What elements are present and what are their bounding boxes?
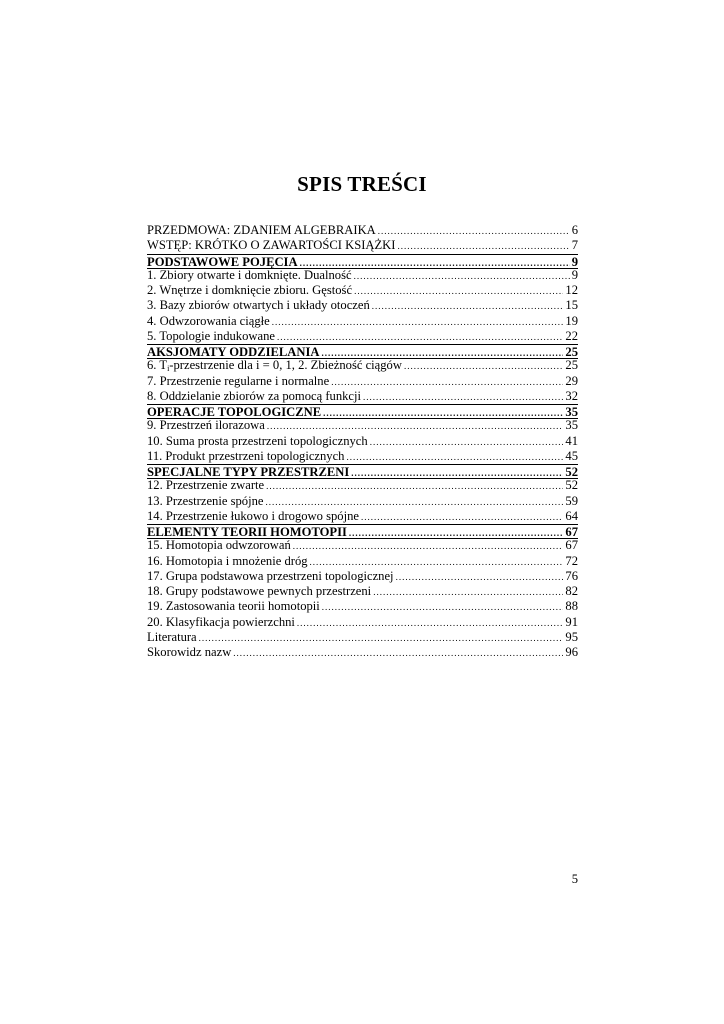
- toc-leader-dots: [373, 585, 563, 600]
- toc-leader-dots: [354, 269, 570, 284]
- toc-entry: [147, 538, 578, 553]
- toc-entry-label: 12. Przestrzenie zwarte: [147, 478, 265, 493]
- toc-entry: [147, 329, 578, 344]
- toc-leader-dots: [404, 359, 563, 374]
- toc-entry-label: 13. Przestrzenie spójne: [147, 493, 264, 508]
- toc-entry-page: 95: [565, 629, 578, 644]
- toc-entry: [147, 569, 578, 584]
- toc-entry-page: 72: [565, 553, 578, 568]
- toc-entry-page: 6: [571, 223, 578, 237]
- toc-section-heading: [147, 524, 578, 539]
- toc-entry-page: 25: [565, 358, 578, 373]
- toc-entry-label: 10. Suma prosta przestrzeni topologicznych: [147, 433, 368, 448]
- toc-entry-page: 76: [565, 568, 578, 583]
- toc-leader-dots: [378, 224, 570, 239]
- toc-entry: [147, 449, 578, 464]
- toc-entry: [147, 283, 578, 298]
- toc-entry-page: 35: [565, 405, 578, 419]
- toc-entry: [147, 374, 578, 389]
- page-number: 5: [571, 872, 578, 886]
- toc-leader-dots: [354, 284, 563, 299]
- toc-leader-dots: [397, 239, 569, 254]
- toc-entry-page: 32: [565, 388, 578, 403]
- toc-entry-label: 1. Zbiory otwarte i domknięte. Dualność: [147, 267, 352, 282]
- toc-section-heading: [147, 344, 578, 359]
- toc-entry: [147, 434, 578, 449]
- toc-leader-dots: [277, 330, 563, 345]
- toc-entry-label: 14. Przestrzenie łukowo i drogowo spójne: [147, 508, 359, 523]
- toc-leader-dots: [233, 646, 563, 661]
- page-title: SPIS TREŚCI: [297, 172, 427, 196]
- toc-leader-dots: [310, 555, 564, 570]
- toc-entry: [147, 314, 578, 329]
- toc-entry-label: 5. Topologie indukowane: [147, 328, 275, 343]
- toc-entry-page: 12: [565, 283, 578, 297]
- toc-entry: [147, 494, 578, 509]
- toc-entry-label: 16. Homotopia i mnożenie dróg: [147, 553, 308, 568]
- toc-entry-label: 9. Przestrzeń ilorazowa: [147, 418, 265, 433]
- toc-entry: [147, 615, 578, 630]
- toc-leader-dots: [331, 375, 563, 390]
- toc-leader-dots: [361, 510, 563, 525]
- toc-entry: [147, 268, 578, 283]
- toc-entry-page: 15: [565, 298, 578, 313]
- toc-leader-dots: [370, 435, 564, 450]
- toc-entry-page: 29: [565, 373, 578, 388]
- toc-entry: [147, 599, 578, 614]
- toc-entry-label: ELEMENTY TEORII HOMOTOPII: [147, 525, 347, 539]
- toc-entry-label: 7. Przestrzenie regularne i normalne: [147, 373, 330, 388]
- toc-entry: [147, 478, 578, 493]
- toc-entry-page: 22: [565, 328, 578, 343]
- toc-entry-page: 67: [565, 525, 578, 539]
- toc-entry-label: 19. Zastosowania teorii homotopii: [147, 599, 320, 614]
- toc-entry-label: 17. Grupa podstawowa przestrzeni topologicznej: [147, 568, 394, 583]
- toc-leader-dots: [293, 539, 564, 554]
- toc-leader-dots: [272, 315, 564, 330]
- toc-entry-page: 19: [565, 313, 578, 328]
- toc-entry-label: 2. Wnętrze i domknięcie zbioru. Gęstość: [147, 283, 353, 297]
- toc-label-suffix: -przestrzenie dla i = 0, 1, 2. Zbieżność ciągów: [169, 358, 402, 373]
- toc-leader-dots: [322, 600, 564, 615]
- toc-entry: [147, 298, 578, 313]
- toc-leader-dots: [267, 419, 564, 434]
- toc-entry-page: 9: [571, 267, 578, 282]
- toc-leader-dots: [266, 479, 563, 494]
- toc-entry: [147, 389, 578, 404]
- toc-entry: [147, 509, 578, 524]
- toc-leader-dots: [297, 616, 563, 631]
- toc-entry-label: 4. Odwzorowania ciągłe: [147, 313, 270, 328]
- toc-entry-page: 35: [565, 418, 578, 433]
- toc-entry-page: 59: [565, 493, 578, 508]
- toc-entry-page: 91: [565, 614, 578, 629]
- toc-leader-dots: [372, 299, 564, 314]
- toc-entry-label: Skorowidz nazw: [147, 645, 232, 659]
- toc-entry-page: 82: [565, 584, 578, 598]
- toc-entry-label: 20. Klasyfikacja powierzchni: [147, 614, 295, 629]
- toc-entry: [147, 630, 578, 645]
- toc-label-prefix: 6. T: [147, 358, 168, 373]
- toc-section-heading: [147, 254, 578, 269]
- toc-section-heading: [147, 404, 578, 419]
- table-of-contents: [147, 223, 578, 660]
- toc-entry: [147, 238, 578, 253]
- toc-entry-label: 15. Homotopia odwzorowań: [147, 538, 291, 553]
- toc-entry: [147, 358, 578, 373]
- toc-entry-label: AKSJOMATY ODDZIELANIA: [147, 345, 320, 359]
- toc-entry-page: 41: [565, 433, 578, 448]
- toc-entry-page: 64: [565, 508, 578, 523]
- toc-entry-label: 3. Bazy zbiorów otwartych i układy otoczeń: [147, 298, 370, 313]
- toc-entry-page: 67: [565, 538, 578, 553]
- toc-leader-dots: [363, 390, 563, 405]
- toc-entry-page: 88: [565, 599, 578, 614]
- toc-entry-label: WSTĘP: KRÓTKO O ZAWARTOŚCI KSIĄŻKI: [147, 238, 396, 253]
- toc-entry-label: PODSTAWOWE POJĘCIA: [147, 254, 298, 269]
- toc-entry-page: 7: [571, 238, 578, 253]
- toc-entry-label: PRZEDMOWA: ZDANIEM ALGEBRAIKA: [147, 223, 376, 237]
- toc-entry-page: 25: [565, 345, 578, 359]
- toc-entry: [147, 223, 578, 238]
- toc-leader-dots: [396, 570, 564, 585]
- toc-section-heading: [147, 464, 578, 479]
- toc-entry-label: 18. Grupy podstawowe pewnych przestrzeni: [147, 584, 372, 598]
- toc-entry-label: 8. Oddzielanie zbiorów za pomocą funkcji: [147, 388, 362, 403]
- toc-leader-dots: [199, 631, 564, 646]
- toc-label-subscript: i: [167, 364, 170, 374]
- toc-entry-label: 11. Produkt przestrzeni topologicznych: [147, 448, 345, 463]
- toc-entry-label: OPERACJE TOPOLOGICZNE: [147, 405, 322, 419]
- toc-leader-dots: [346, 450, 563, 465]
- toc-entry-page: 45: [565, 448, 578, 463]
- toc-entry-label: Literatura: [147, 629, 197, 644]
- toc-entry-page: 52: [565, 465, 578, 479]
- toc-entry: [147, 418, 578, 433]
- toc-entry-page: 96: [565, 645, 578, 659]
- toc-entry-label: SPECJALNE TYPY PRZESTRZENI: [147, 465, 350, 479]
- toc-entry: [147, 584, 578, 599]
- toc-entry: [147, 645, 578, 660]
- toc-entry: [147, 554, 578, 569]
- toc-entry-page: 52: [565, 478, 578, 493]
- toc-entry-page: 9: [571, 254, 578, 269]
- toc-leader-dots: [265, 495, 563, 510]
